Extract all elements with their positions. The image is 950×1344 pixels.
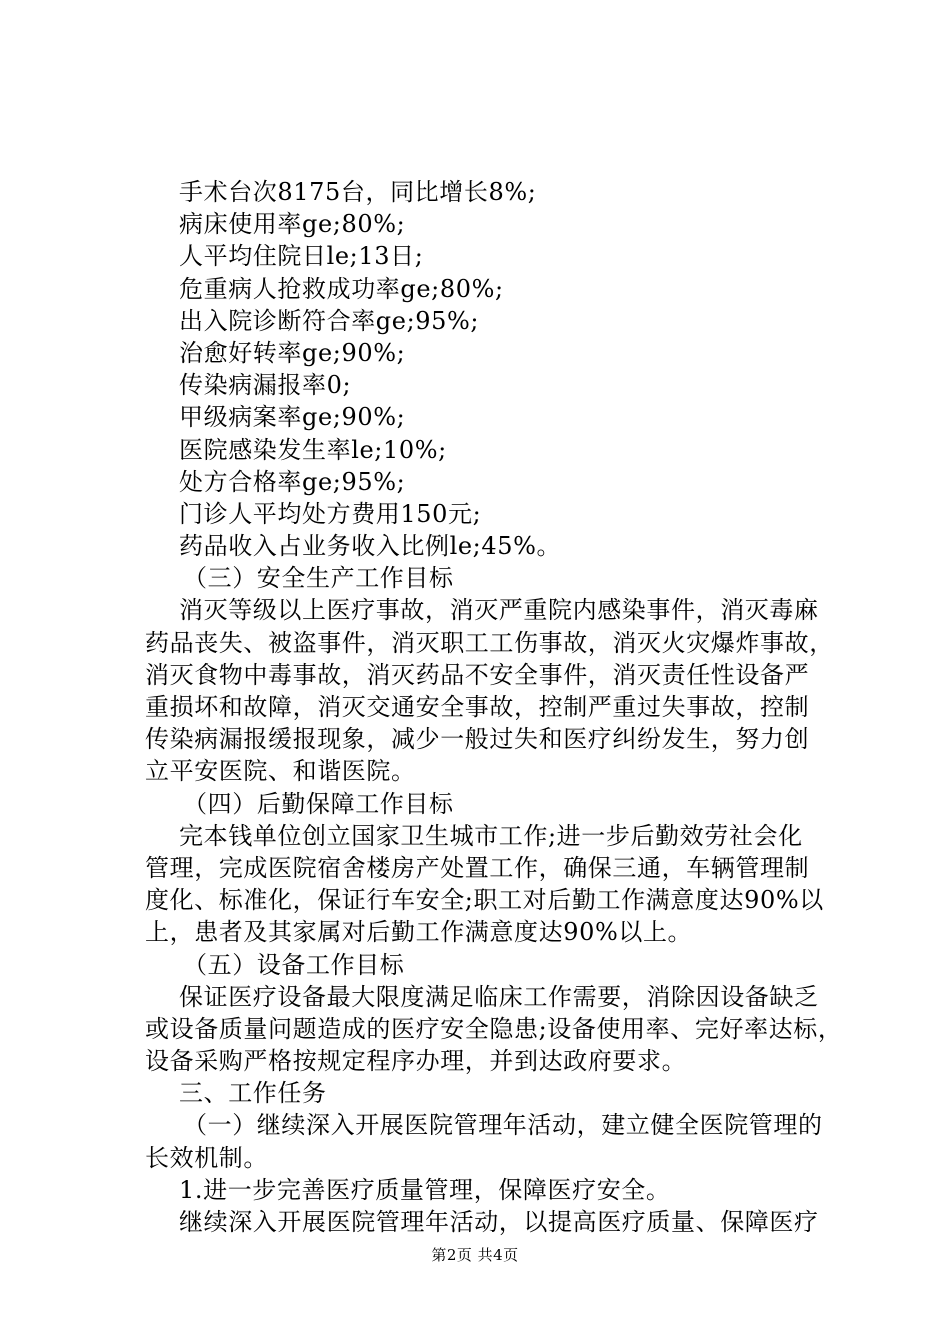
paragraph-line: 长效机制。 [145,1143,268,1172]
paragraph-line: 设备采购严格按规定程序办理，并到达政府要求。 [145,1047,687,1076]
metric-line: 病床使用率ge;80%; [179,210,406,239]
safety-paragraph [145,594,835,787]
section-heading-equipment: （五）设备工作目标 [183,950,405,979]
metric-line: 甲级病案率ge;90%; [179,403,406,432]
paragraph-line: 完本钱单位创立国家卫生城市工作;进一步后勤效劳社会化 [179,821,803,850]
paragraph-line: 药品丧失、被盗事件，消灭职工工伤事故，消灭火灾爆炸事故， [145,628,834,657]
paragraph-line: 或设备质量问题造成的医疗安全隐患;设备使用率、完好率达标， [145,1014,843,1043]
logistics-paragraph [145,820,835,949]
paragraph-line: 保证医疗设备最大限度满足临床工作需要，消除因设备缺乏 [179,982,819,1011]
section-heading-safety: （三）安全生产工作目标 [183,564,454,593]
equipment-paragraph [145,981,843,1078]
page-footer: 第2页 共4页 [431,1246,519,1264]
metric-line: 治愈好转率ge;90%; [179,338,406,367]
paragraph-line: 重损坏和故障，消灭交通安全事故，控制严重过失事故，控制 [145,693,810,721]
metric-line: 处方合格率ge;95%; [179,467,406,496]
paragraph-line: 管理，完成医院宿舍楼房产处置工作，确保三通，车辆管理制 [145,853,810,882]
metric-line: 人平均住院日le;13日; [179,242,424,271]
task1-paragraph [145,1109,835,1173]
paragraph-line: 立平安医院、和谐医院。 [145,757,416,786]
metric-line: 门诊人平均处方费用150元; [179,499,482,528]
section-heading-logistics: （四）后勤保障工作目标 [183,789,454,818]
paragraph-line: 继续深入开展医院管理年活动，以提高医疗质量、保障医疗 [179,1208,819,1236]
section-heading-tasks: 三、工作任务 [179,1079,327,1108]
metrics-list [145,176,835,562]
metric-line: 传染病漏报率0; [179,371,352,400]
paragraph-line: （一）继续深入开展医院管理年活动，建立健全医院管理的 [183,1111,823,1140]
subsection-heading: 1.进一步完善医疗质量管理，保障医疗安全。 [179,1175,671,1204]
paragraph-line: 传染病漏报缓报现象，减少一般过失和医疗纠纷发生，努力创 [145,725,810,754]
metric-line: 危重病人抢救成功率ge;80%; [179,274,504,303]
paragraph-line: 消灭等级以上医疗事故，消灭严重院内感染事件，消灭毒麻 [179,596,819,625]
document-body [145,176,843,1238]
paragraph-line: 度化、标准化，保证行车安全;职工对后勤工作满意度达90%以 [145,886,824,915]
metric-line: 手术台次8175台，同比增长8%; [179,178,537,206]
metric-line: 出入院诊断符合率ge;95%; [179,306,480,335]
metric-line: 药品收入占业务收入比例le;45%。 [179,532,562,561]
metric-line: 医院感染发生率le;10%; [179,435,447,464]
paragraph-line: 上，患者及其家属对后勤工作满意度达90%以上。 [145,918,693,947]
paragraph-line: 消灭食物中毒事故，消灭药品不安全事件，消灭责任性设备严 [145,660,810,689]
